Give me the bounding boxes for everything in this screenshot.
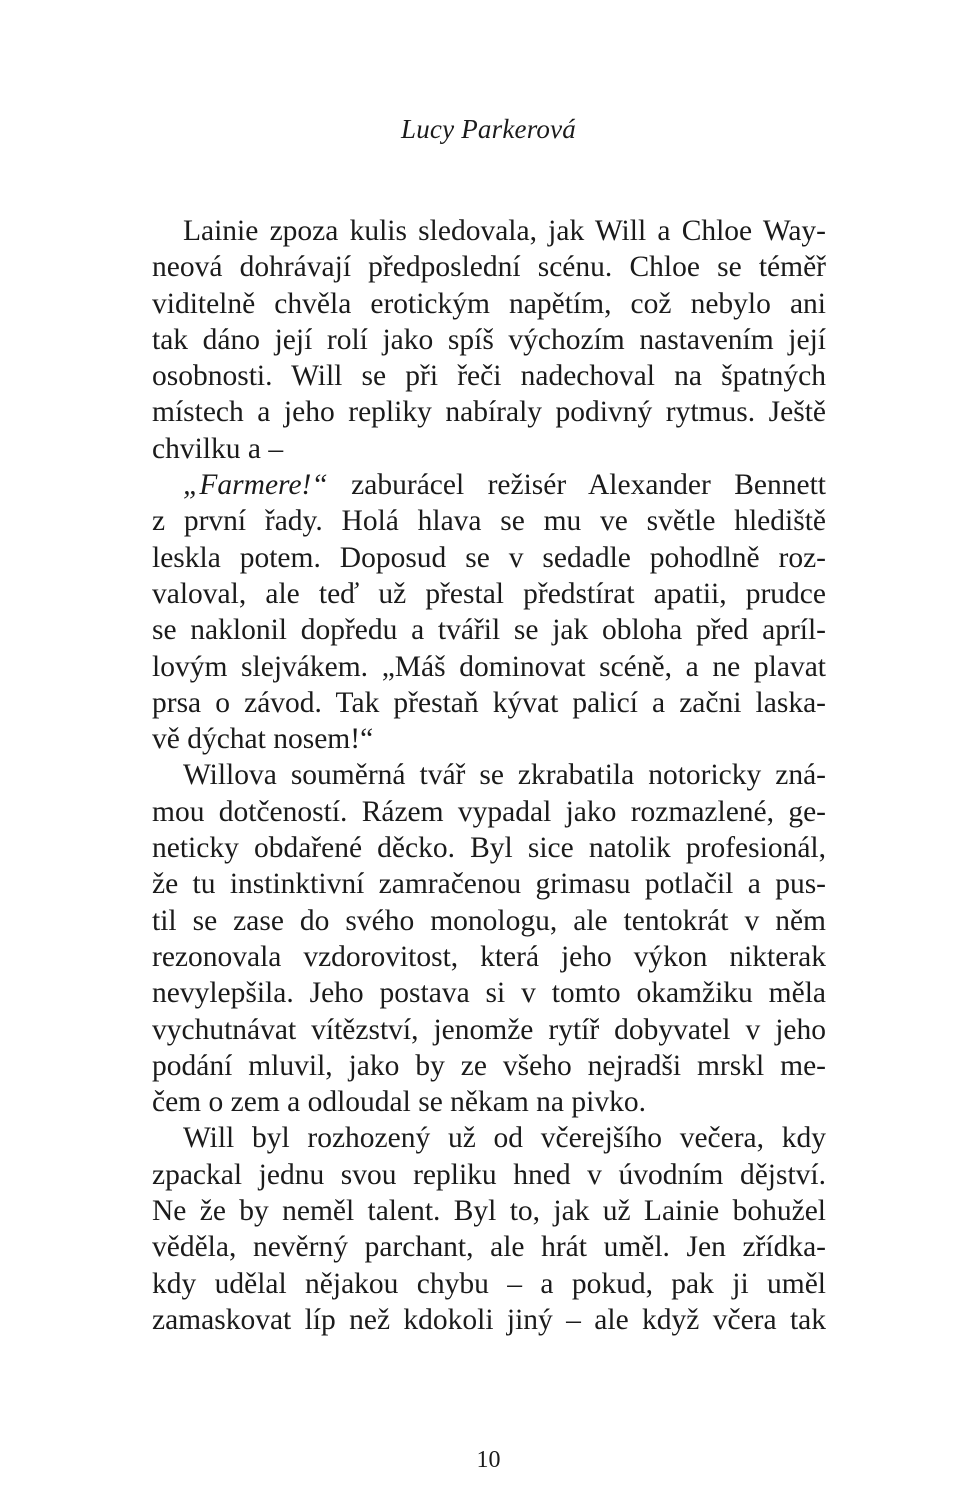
text-line: podání mluvil, jako by ze všeho nejradši mrskl me- xyxy=(152,1049,826,1082)
text-line: věděla, nevěrný parchant, ale hrát uměl. Jen zřídka- xyxy=(152,1231,826,1264)
text-line: lovým slejvákem. „Máš dominovat scéně, a ne plavat xyxy=(152,650,826,683)
text-line: Willova souměrná tvář se zkrabatila notoricky zná- xyxy=(183,759,826,792)
text-line: til se zase do svého monologu, ale tentokrát v něm xyxy=(152,904,826,937)
text-line: se naklonil dopředu a tvářil se jak obloha před apríl- xyxy=(152,614,826,647)
text-line: zamaskovat líp než kdokoli jiný – ale když včera tak xyxy=(152,1303,826,1336)
text-line-rest: zaburácel režisér Alexander Bennett xyxy=(327,469,826,502)
text-line: chvilku a – xyxy=(152,432,284,465)
text-line: neová dohrávají předposlední scénu. Chloe se téměř xyxy=(152,251,826,284)
page-number: 10 xyxy=(476,1447,501,1473)
running-head: Lucy Parkerová xyxy=(401,114,576,144)
text-line: rezonovala vzdorovitost, která jeho výkon nikterak xyxy=(152,940,826,973)
text-line: valoval, ale teď už přestal předstírat apatii, prudce xyxy=(152,577,826,610)
text-line: místech a jeho repliky nabíraly podivný rytmus. Ještě xyxy=(152,396,826,429)
text-line: Ne že by neměl talent. Byl to, jak už Lainie bohužel xyxy=(152,1195,826,1228)
text-line: tak dáno její rolí jako spíš výchozím nastavením její xyxy=(152,323,826,356)
text-line: zpackal jednu svou repliku hned v úvodním dějství. xyxy=(152,1158,826,1191)
italic-exclamation: „Farmere!“ xyxy=(183,469,328,502)
text-line: neticky obdařené děcko. Byl sice natolik profesionál, xyxy=(152,832,826,865)
text-line: leskla potem. Doposud se v sedadle pohodlně roz- xyxy=(152,541,826,574)
text-line: Will byl rozhozený už od včerejšího večera, kdy xyxy=(183,1122,826,1155)
body-text xyxy=(152,213,826,1338)
text-line: osobnosti. Will se při řeči nadechoval na špatných xyxy=(152,360,826,393)
text-line: mou dotčeností. Rázem vypadal jako rozmazlené, ge- xyxy=(152,795,826,828)
text-line: čem o zem a odloudal se někam na pivko. xyxy=(152,1086,646,1119)
text-line: viditelně chvěla erotickým napětím, což nebylo ani xyxy=(152,287,826,320)
text-line: nevylepšila. Jeho postava si v tomto okamžiku měla xyxy=(152,977,826,1010)
text-line: z první řady. Holá hlava se mu ve světle hlediště xyxy=(152,505,826,538)
text-line-mixed xyxy=(152,467,826,503)
text-line: že tu instinktivní zamračenou grimasu potlačil a pus- xyxy=(152,868,826,901)
text-line: vychutnávat vítězství, jenomže rytíř dobyvatel v jeho xyxy=(152,1013,826,1046)
text-line: Lainie zpoza kulis sledovala, jak Will a Chloe Way- xyxy=(183,215,826,247)
text-line: prsa o závod. Tak přestaň kývat palicí a začni laska- xyxy=(152,686,826,719)
text-line: kdy udělal nějakou chybu – a pokud, pak ji uměl xyxy=(152,1267,826,1300)
text-line: vě dýchat nosem!“ xyxy=(152,723,374,756)
